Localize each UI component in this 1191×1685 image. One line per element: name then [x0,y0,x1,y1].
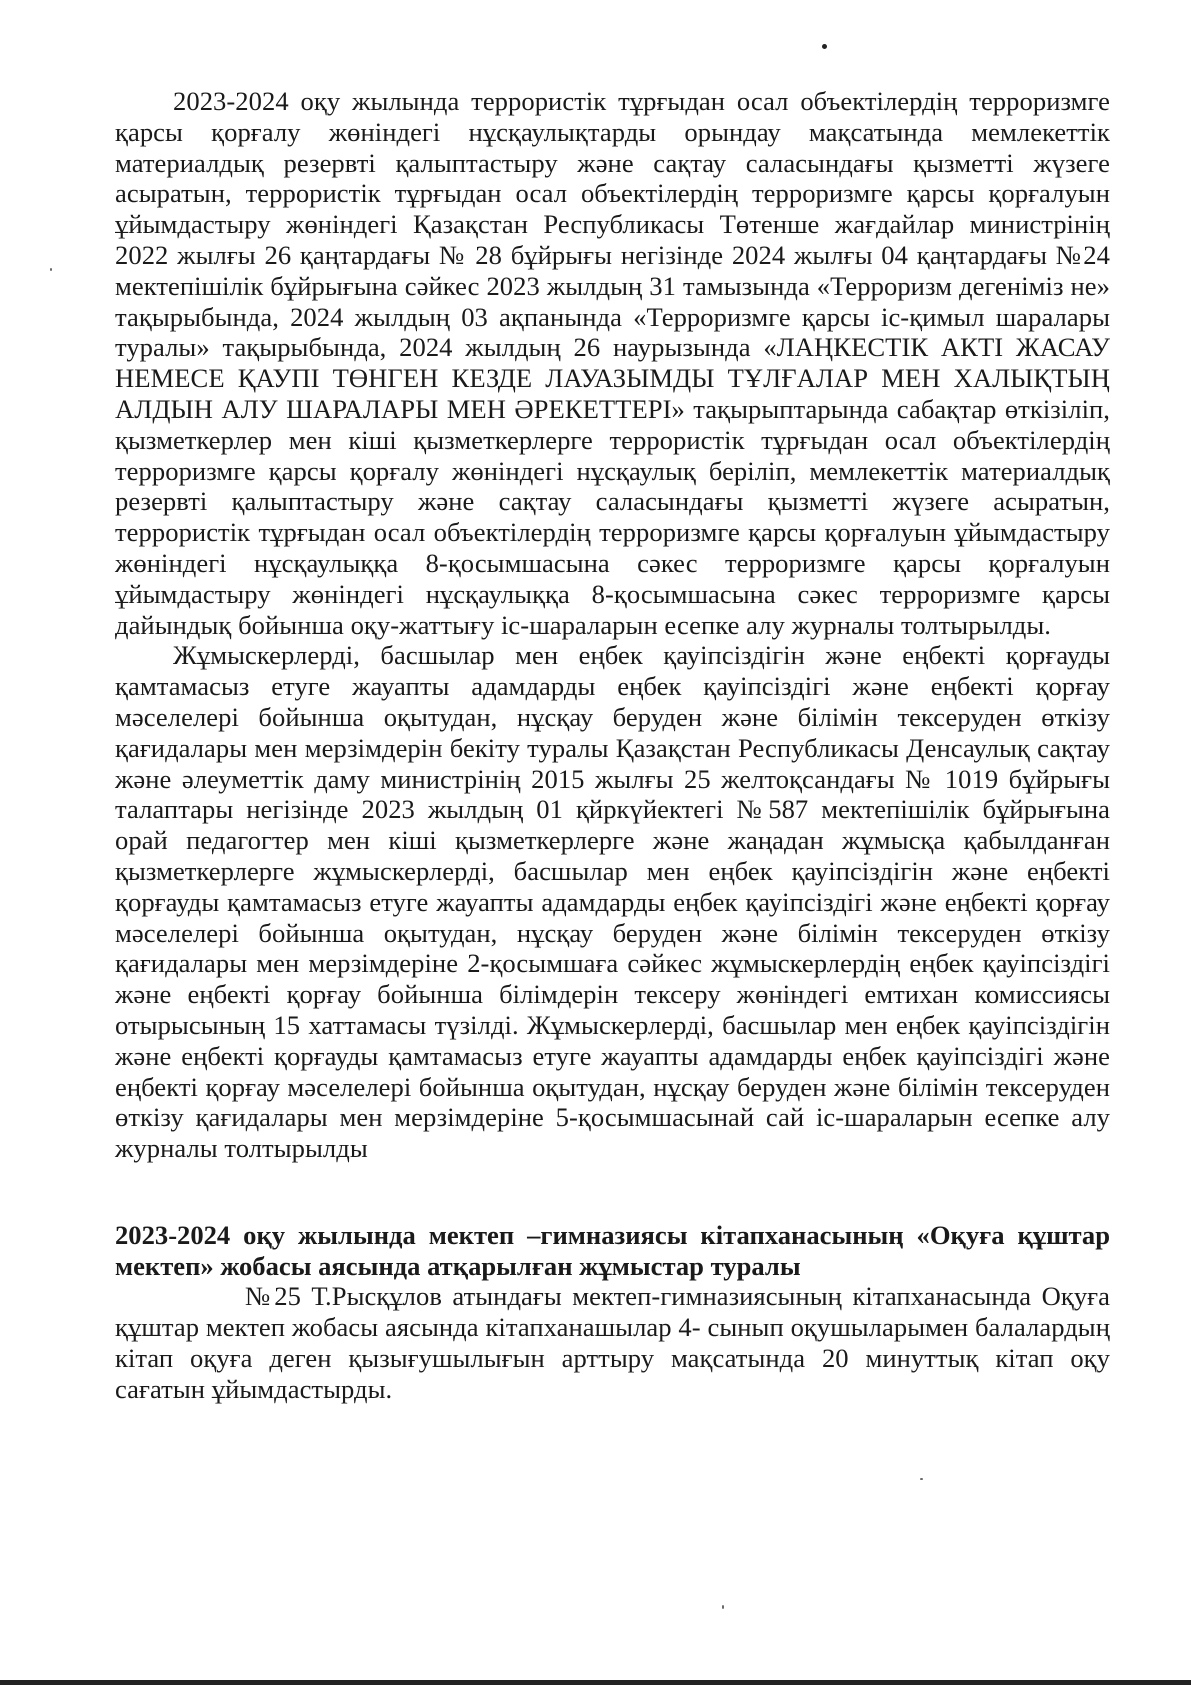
paragraph-library: №25 Т.Рысқұлов атындағы мектеп-гимназиясының кітапханасында Оқуға құштар мектеп жобасы аясында кітапханашылар 4- сынып оқушыларымен балалардың кітап оқуға деген қызығушылығын арттыру мақсатында 20 минуттық кітап оқу сағатын ұйымдастырды. [115,1281,1110,1404]
scan-dot-mark [822,44,827,49]
section-spacer [115,1164,1110,1220]
section-heading-library: 2023-2024 оқу жылында мектеп –гимназиясы кітапханасының «Оқуға құштар мектеп» жобасы аясында атқарылған жұмыстар туралы [115,1219,1110,1281]
document-body [115,86,1110,1405]
scan-speck [722,1605,724,1609]
scan-speck [50,268,52,271]
paragraph-labor-safety: Жұмыскерлерді, басшылар мен еңбек қауіпсіздігін және еңбекті қорғауды қамтамасыз етуге жауапты адамдарды еңбек қауіпсіздігі және еңбекті қорғау мәселелері бойынша оқытудан, нұсқау беруден және білімін тексеруден өткізу қағидалары мен мерзімдерін бекіту туралы Қазақстан Республикасы Денсаулық сақтау және әлеуметтік даму министрінің 2015 жылғы 25 желтоқсандағы № 1019 бұйрығы талаптары негізінде 2023 жылдың 01 қйркүйектегі №587 мектепішілік бұйрығына орай педагогтер мен кіші қызметкерлерге және жаңадан жұмысқа қабылданған қызметкерлерге жұмыскерлерді, басшылар мен еңбек қауіпсіздігін және еңбекті қорғауды қамтамасыз етуге жауапты адамдарды еңбек қауіпсіздігі және еңбекті қорғау мәселелері бойынша оқытудан, нұсқау беруден және білімін тексеруден өткізу қағидалары мен мерзімдеріне 2-қосымшаға сәйкес жұмыскерлердің еңбек қауіпсіздігі және еңбекті қорғау бойынша білімдерін тексеру жөніндегі емтихан комиссиясы отырысының 15 хаттамасы түзілді. Жұмыскерлерді, басшылар мен еңбек қауіпсіздігін және еңбекті қорғауды қамтамасыз етуге жауапты адамдарды еңбек қауіпсіздігі және еңбекті қорғау мәселелері бойынша оқытудан, нұсқау беруден және білімін тексеруден өткізу қағидалары мен мерзімдеріне 5-қосымшасынай сай іс-шараларын есепке алу журналы толтырылды [115,640,1110,1164]
paragraph-anti-terrorism: 2023-2024 оқу жылында террористік тұрғыдан осал объектілердің терроризмге қарсы қорғалу жөніндегі нұсқаулықтарды орындау мақсатында мемлекеттік материалдық резервті қалыптастыру және сақтау саласындағы қызметті жүзеге асыратын, террористік тұрғыдан осал объектілердің терроризмге қарсы қорғалуын ұйымдастыру жөніндегі Қазақстан Республикасы Төтенше жағдайлар министрінің 2022 жылғы 26 қаңтардағы № 28 бұйрығы негізінде 2024 жылғы 04 қаңтардағы №24 мектепішілік бұйрығына сәйкес 2023 жылдың 31 тамызында «Терроризм дегеніміз не» тақырыбында, 2024 жылдың 03 ақпанында «Терроризмге қарсы іс-қимыл шаралары туралы» тақырыбында, 2024 жылдың 26 наурызында «ЛАҢКЕСТІК АКТІ ЖАСАУ НЕМЕСЕ ҚАУПІ ТӨНГЕН КЕЗДЕ ЛАУАЗЫМДЫ ТҰЛҒАЛАР МЕН ХАЛЫҚТЫҢ АЛДЫН АЛУ ШАРАЛАРЫ МЕН ӘРЕКЕТТЕРІ» тақырыптарында сабақтар өткізіліп, қызметкерлер мен кіші қызметкерлерге террористік тұрғыдан осал объектілердің терроризмге қарсы қорғалу жөніндегі нұсқаулық беріліп, мемлекеттік материалдық резервті қалыптастыру және сақтау саласындағы қызметті жүзеге асыратын, террористік тұрғыдан осал объектілердің терроризмге қарсы қорғалуын ұйымдастыру жөніндегі нұсқаулыққа 8-қосымшасына сәкес терроризмге қарсы қорғалуын ұйымдастыру жөніндегі нұсқаулыққа 8-қосымшасына сәкес терроризмге қарсы дайындық бойынша оқу-жаттығу іс-шараларын есепке алу журналы толтырылды. [115,86,1110,640]
scan-speck [920,1478,923,1480]
scan-bottom-edge [0,1680,1191,1685]
